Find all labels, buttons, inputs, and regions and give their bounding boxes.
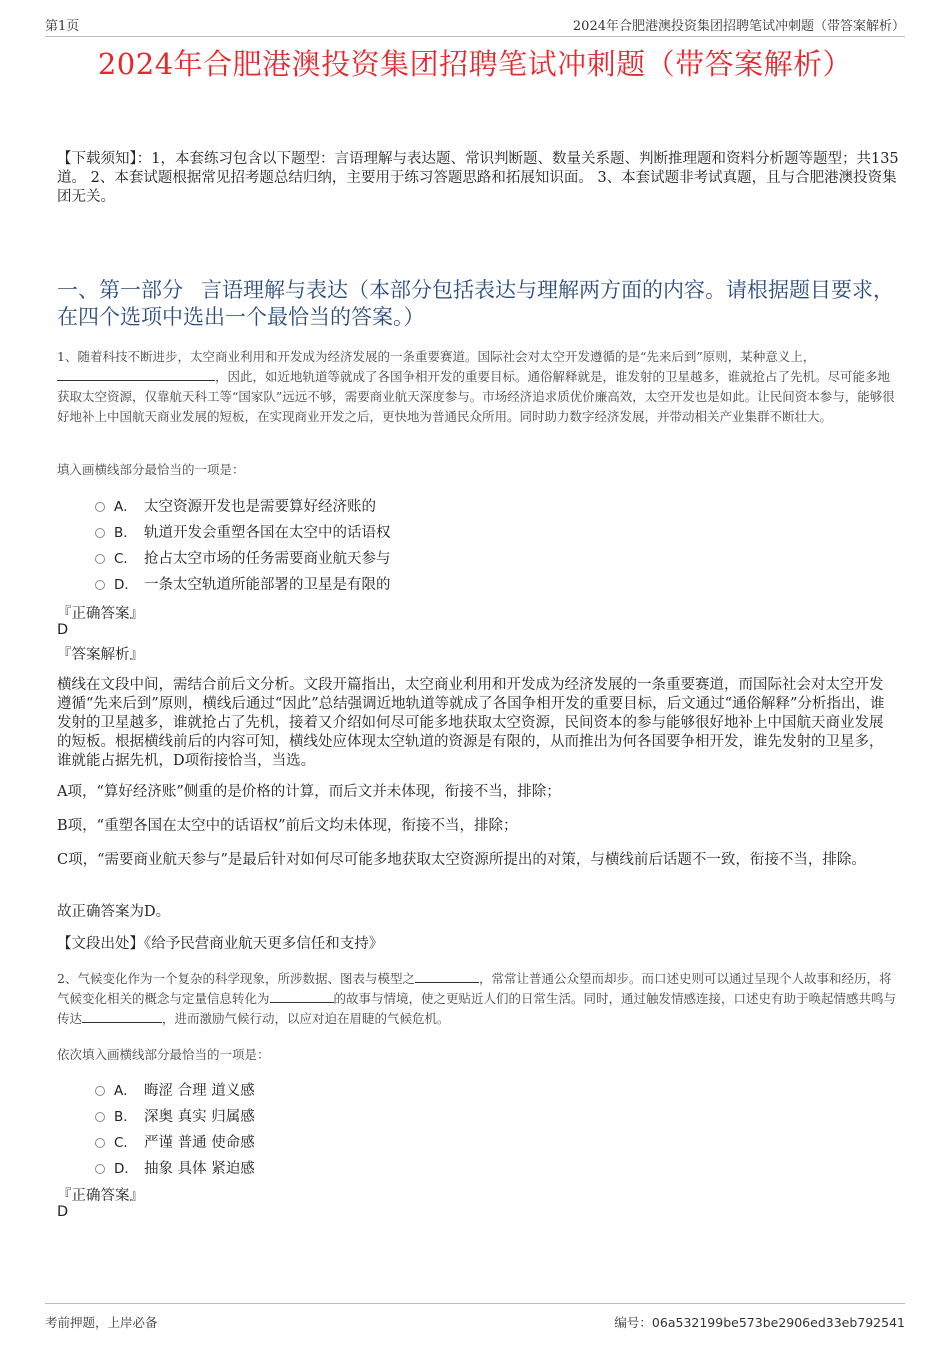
download-notice: 【下载须知】：1，本套练习包含以下题型：言语理解与表达题、常识判断题、数量关系题、判断推理题和资料分析题等题型；共135道。 2、本套试题根据常见招考题总结归纳，主要用于练习答题思路和拓展知识面。 3、本套试题非考试真题，且与合肥港澳投资集团无关。 [57, 151, 899, 205]
option-text: 深奥 真实 归属感 [144, 1108, 255, 1125]
option-letter: D． [114, 577, 138, 593]
radio-button-icon[interactable] [95, 502, 105, 512]
option-text: 抽象 具体 紧迫感 [144, 1160, 255, 1177]
question-1-options [95, 492, 391, 596]
document-title: 2024年合肥港澳投资集团招聘笔试冲刺题（带答案解析） [97, 47, 853, 81]
section-number: 一、第一部分 [57, 278, 183, 302]
option-a[interactable] [95, 492, 391, 518]
option-text: 晦涩 合理 道义感 [144, 1082, 255, 1099]
question-1-text [57, 347, 899, 427]
fill-blank [57, 368, 215, 381]
question-2-text-part: ，常常让普通公众望而却步。而口述史则可以通过呈现个人故事和经历，将气候变化相关的概念与定量信息转化为 [57, 971, 892, 1006]
radio-button-icon[interactable] [95, 1164, 105, 1174]
option-letter: A． [114, 499, 137, 515]
footer-code: 06a532199be573be2906ed33eb792541 [651, 1315, 905, 1330]
page-header [45, 14, 905, 37]
radio-button-icon[interactable] [95, 1086, 105, 1096]
page-number: 第1页 [45, 19, 80, 34]
question-1-text-part: ，因此，如近地轨道等就成了各国争相开发的重要目标。通俗解释就是，谁发射的卫星越多，谁就抢占了先机。尽可能多地获取太空资源，仅靠航天科工等“国家队”远远不够，需要商业航天深度参与。市场经济追求质优价廉高效，太空开发也是如此。让民间资本参与，能够很好地补上中国航天商业发展的短板，在实现商业开发之后，更快地为普通民众所用。同时助力数字经济发展，并带动相关产业集群不断壮大。 [57, 369, 895, 424]
analysis-option-a: A项，“算好经济账”侧重的是价格的计算，而后文并未体现，衔接不当，排除； [57, 784, 561, 800]
correct-answer: D [57, 1204, 69, 1220]
analysis-option-c: C项，“需要商业航天参与”是最后针对如何尽可能多地获取太空资源所提出的对策，与横线前后话题不一致，衔接不当，排除。 [57, 852, 866, 868]
correct-answer-label: 『正确答案』 [57, 1188, 144, 1204]
fill-blank [82, 1010, 162, 1023]
footer-slogan: 考前押题，上岸必备 [45, 1315, 158, 1330]
question-1-text-part: 1、随着科技不断进步，太空商业利用和开发成为经济发展的一条重要赛道。国际社会对太空开发遵循的是“先来后到”原则，某种意义上， [57, 349, 816, 364]
footer-code-block [614, 1313, 905, 1331]
fill-blank [270, 990, 334, 1003]
option-d[interactable] [95, 570, 391, 596]
fill-blank [415, 970, 479, 983]
header-doc-title: 2024年合肥港澳投资集团招聘笔试冲刺题（带答案解析） [572, 19, 905, 34]
section-heading [57, 277, 897, 331]
radio-button-icon[interactable] [95, 580, 105, 590]
option-d[interactable] [95, 1154, 255, 1180]
option-b[interactable] [95, 1102, 255, 1128]
radio-button-icon[interactable] [95, 528, 105, 538]
correct-answer-label: 『正确答案』 [57, 606, 144, 622]
option-letter: C． [114, 1135, 137, 1151]
option-text: 轨道开发会重塑各国在太空中的话语权 [144, 524, 391, 541]
question-1-prompt: 填入画横线部分最恰当的一项是： [57, 462, 245, 477]
analysis-conclusion: 故正确答案为D。 [57, 904, 171, 920]
question-2-text [57, 969, 899, 1029]
option-text: 太空资源开发也是需要算好经济账的 [144, 498, 376, 515]
radio-button-icon[interactable] [95, 554, 105, 564]
analysis-option-b: B项，“重塑各国在太空中的话语权”前后文均未体现，衔接不当，排除； [57, 818, 518, 834]
correct-answer: D [57, 622, 69, 638]
question-2-text-part: 2、气候变化作为一个复杂的科学现象，所涉数据、图表与模型之 [57, 971, 415, 986]
option-text: 严谨 普通 使命感 [144, 1134, 255, 1151]
option-letter: B． [114, 525, 137, 541]
option-c[interactable] [95, 544, 391, 570]
page-footer [45, 1303, 905, 1331]
section-description: 言语理解与表达（本部分包括表达与理解两方面的内容。请根据题目要求，在四个选项中选出一个最恰当的答案。） [57, 278, 894, 329]
radio-button-icon[interactable] [95, 1112, 105, 1122]
question-2-text-part: ，进而激励气候行动，以应对迫在眉睫的气候危机。 [162, 1011, 450, 1026]
option-a[interactable] [95, 1076, 255, 1102]
option-letter: A． [114, 1083, 137, 1099]
option-letter: D． [114, 1161, 138, 1177]
analysis-paragraph: 横线在文段中间，需结合前后文分析。文段开篇指出，太空商业利用和开发成为经济发展的一条重要赛道，而国际社会对太空开发遵循“先来后到”原则，横线后通过“因此”总结强调近地轨道等就成了各国争相开发的重要目标，后文通过“通俗解释”分析指出，谁发射的卫星越多，谁就抢占了先机，接着又介绍如何尽可能多地获取太空资源，民间资本的参与能够很好地补上中国航天商业发展的短板。根据横线前后的内容可知，横线处应体现太空轨道的资源是有限的，从而推出为何各国要争相开发，谁先发射的卫星多，谁就能占据先机，D项衔接恰当，当选。 [57, 677, 885, 769]
radio-button-icon[interactable] [95, 1138, 105, 1148]
option-b[interactable] [95, 518, 391, 544]
option-letter: C． [114, 551, 137, 567]
question-2-prompt: 依次填入画横线部分最恰当的一项是： [57, 1047, 270, 1062]
question-2-text-part: 的故事与情境，使之更贴近人们的日常生活。同时，通过触发情感连接，口述史有助于唤起情感共鸣与传达 [57, 991, 897, 1026]
analysis-label: 『答案解析』 [57, 647, 144, 663]
option-c[interactable] [95, 1128, 255, 1154]
option-letter: B． [114, 1109, 137, 1125]
option-text: 抢占太空市场的任务需要商业航天参与 [144, 550, 391, 567]
footer-code-label: 编号： [614, 1315, 652, 1330]
analysis-source: 【文段出处】《给予民营商业航天更多信任和支持》 [57, 936, 384, 952]
option-text: 一条太空轨道所能部署的卫星是有限的 [144, 576, 391, 593]
question-2-options [95, 1076, 255, 1180]
